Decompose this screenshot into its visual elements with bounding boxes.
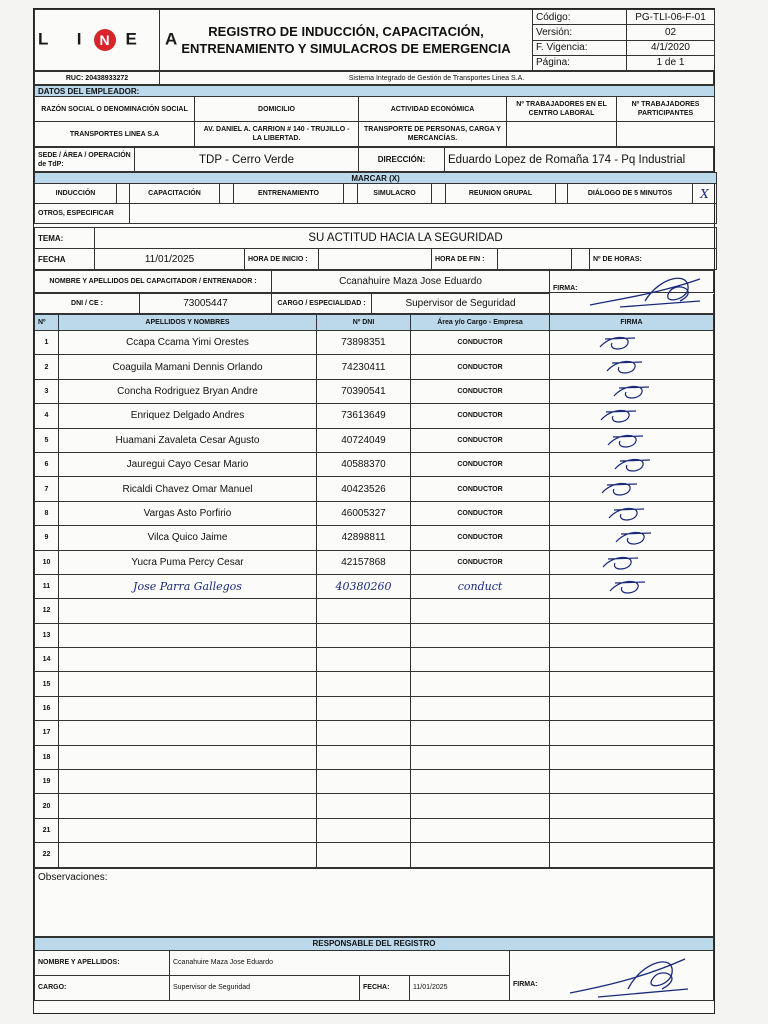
attendee-dni[interactable]: 74230411: [317, 355, 411, 379]
table-row: [35, 599, 714, 623]
attendee-name[interactable]: Jauregui Cayo Cesar Mario: [59, 452, 317, 476]
table-row: [35, 477, 714, 501]
fecha-label: FECHA: [35, 249, 95, 270]
attendee-name[interactable]: [59, 770, 317, 794]
attendee-signature-cell[interactable]: [550, 770, 714, 794]
col-header-num: Nº: [35, 315, 59, 331]
sede-label: SEDE / ÁREA / OPERACIÓN de TdP:: [35, 148, 135, 172]
meta-validity-label: F. Vigencia:: [533, 40, 627, 55]
attendee-signature-cell[interactable]: [550, 745, 714, 769]
employer-section: [34, 85, 715, 147]
dni-label: DNI / CE :: [35, 294, 140, 314]
row-number: 15: [35, 672, 59, 696]
attendee-area[interactable]: [411, 721, 550, 745]
fecha-value[interactable]: 11/01/2025: [95, 249, 245, 270]
attendee-signature-icon: [550, 477, 714, 501]
attendee-dni[interactable]: 73613649: [317, 404, 411, 428]
trainer-signature-cell[interactable]: [550, 271, 714, 293]
attendee-name[interactable]: Vargas Asto Porfirio: [59, 501, 317, 525]
attendee-name[interactable]: [59, 648, 317, 672]
attendee-dni[interactable]: 42157868: [317, 550, 411, 574]
session-details: [34, 227, 717, 270]
attendee-signature-icon: [550, 575, 714, 599]
actividad-value: TRANSPORTE DE PERSONAS, CARGA Y MERCANCÍAS.: [359, 122, 507, 147]
attendee-signature-cell[interactable]: [550, 428, 714, 452]
attendee-area[interactable]: [411, 818, 550, 842]
attendee-dni[interactable]: 40380260: [317, 574, 411, 598]
row-number: 13: [35, 623, 59, 647]
attendee-dni[interactable]: [317, 818, 411, 842]
row-number: 6: [35, 452, 59, 476]
attendees-body: [35, 331, 714, 868]
meta-code-label: Código:: [533, 10, 627, 25]
num-horas-label: Nº DE HORAS:: [590, 249, 717, 270]
trainer-details: [34, 270, 714, 293]
attendee-signature-icon: [550, 502, 714, 526]
attendee-signature-cell[interactable]: [550, 672, 714, 696]
option-induccion: INDUCCIÓN: [35, 184, 117, 204]
attendee-dni[interactable]: [317, 623, 411, 647]
attendee-name[interactable]: [59, 721, 317, 745]
attendee-name[interactable]: [59, 623, 317, 647]
attendee-area[interactable]: [411, 623, 550, 647]
domicilio-value: AV. DANIEL A. CARRION # 140 - TRUJILLO - LA LIBERTAD.: [195, 122, 359, 147]
attendee-area[interactable]: [411, 648, 550, 672]
observations-section: [34, 868, 714, 937]
responsable-section: [34, 937, 714, 1001]
header-actividad: ACTIVIDAD ECONÓMICA: [359, 97, 507, 122]
employer-section-title: DATOS DEL EMPLEADOR:: [35, 86, 715, 97]
attendee-signature-cell[interactable]: [550, 501, 714, 525]
attendee-name[interactable]: [59, 672, 317, 696]
checkbox-simulacro[interactable]: [432, 184, 446, 204]
attendee-name[interactable]: Vilca Quico Jaime: [59, 526, 317, 550]
responsable-nombre-label: NOMBRE Y APELLIDOS:: [35, 950, 170, 975]
attendee-area[interactable]: CONDUCTOR: [411, 379, 550, 403]
attendee-signature-cell[interactable]: [550, 599, 714, 623]
table-row: [35, 672, 714, 696]
table-row: [35, 818, 714, 842]
hora-inicio-value[interactable]: [319, 249, 432, 270]
attendee-signature-icon: [550, 453, 714, 477]
row-number: 11: [35, 574, 59, 598]
meta-version-label: Versión:: [533, 25, 627, 40]
table-row: [35, 696, 714, 720]
table-row: [35, 355, 714, 379]
checkbox-dialogo-5-minutos[interactable]: X: [693, 184, 717, 204]
direccion-label: DIRECCIÓN:: [359, 148, 445, 172]
responsable-cargo-value[interactable]: Supervisor de Seguridad: [170, 975, 360, 1000]
attendee-area[interactable]: [411, 770, 550, 794]
attendee-signature-icon: [550, 526, 714, 550]
attendee-dni[interactable]: 73898351: [317, 331, 411, 355]
capacitador-label: NOMBRE Y APELLIDOS DEL CAPACITADOR / ENTRENADOR :: [35, 271, 272, 293]
table-row: [35, 331, 714, 355]
meta-page-label: Página:: [533, 55, 627, 70]
col-header-dni: Nº DNI: [317, 315, 411, 331]
attendee-signature-icon: [550, 355, 714, 379]
meta-page-value: 1 de 1: [627, 55, 715, 70]
table-row: [35, 721, 714, 745]
attendee-signature-cell[interactable]: [550, 843, 714, 867]
attendee-dni[interactable]: [317, 745, 411, 769]
row-number: 2: [35, 355, 59, 379]
attendees-table: [34, 314, 714, 868]
form-title: REGISTRO DE INDUCCIÓN, CAPACITACIÓN, ENTRENAMIENTO Y SIMULACROS DE EMERGENCIA: [160, 10, 533, 71]
table-row: [35, 843, 714, 867]
attendee-area[interactable]: CONDUCTOR: [411, 452, 550, 476]
header-trabajadores-participantes: Nº TRABAJADORES PARTICIPANTES: [617, 97, 715, 122]
hora-fin-value[interactable]: [498, 249, 572, 270]
tema-value[interactable]: SU ACTITUD HACIA LA SEGURIDAD: [95, 228, 717, 249]
checkbox-capacitacion[interactable]: [220, 184, 234, 204]
meta-code-value: PG-TLI-06-F-01: [627, 10, 715, 25]
attendee-area[interactable]: CONDUCTOR: [411, 428, 550, 452]
table-row: [35, 574, 714, 598]
attendee-name[interactable]: Ccapa Ccama Yimi Orestes: [59, 331, 317, 355]
attendee-name[interactable]: Enriquez Delgado Andres: [59, 404, 317, 428]
attendee-area[interactable]: CONDUCTOR: [411, 331, 550, 355]
activity-type-section: [34, 172, 717, 224]
table-row: [35, 745, 714, 769]
tema-label: TEMA:: [35, 228, 95, 249]
attendee-dni[interactable]: [317, 794, 411, 818]
attendee-name[interactable]: Huamani Zavaleta Cesar Agusto: [59, 428, 317, 452]
attendee-area[interactable]: CONDUCTOR: [411, 501, 550, 525]
attendee-dni[interactable]: 40423526: [317, 477, 411, 501]
meta-validity-value: 4/1/2020: [627, 40, 715, 55]
table-row: [35, 501, 714, 525]
attendee-signature-cell[interactable]: [550, 550, 714, 574]
system-name: Sistema Integrado de Gestión de Transportes Linea S.A.: [160, 72, 714, 85]
attendee-dni[interactable]: [317, 770, 411, 794]
attendee-signature-cell[interactable]: [550, 355, 714, 379]
row-number: 17: [35, 721, 59, 745]
attendee-dni[interactable]: [317, 599, 411, 623]
row-number: 10: [35, 550, 59, 574]
attendee-area[interactable]: CONDUCTOR: [411, 477, 550, 501]
responsable-nombre-value[interactable]: Ccanahuire Maza Jose Eduardo: [170, 950, 510, 975]
trainer-signature-icon: [550, 271, 716, 313]
row-number: 4: [35, 404, 59, 428]
attendee-signature-cell[interactable]: [550, 696, 714, 720]
capacitador-value[interactable]: Ccanahuire Maza Jose Eduardo: [272, 271, 550, 293]
attendee-area[interactable]: conduct: [411, 574, 550, 598]
attendee-name[interactable]: Coaguila Mamani Dennis Orlando: [59, 355, 317, 379]
table-row: [35, 452, 714, 476]
responsable-signature-icon: [510, 951, 720, 1001]
row-number: 7: [35, 477, 59, 501]
attendee-signature-cell[interactable]: [550, 526, 714, 550]
attendee-dni[interactable]: 70390541: [317, 379, 411, 403]
row-number: 9: [35, 526, 59, 550]
responsable-cargo-label: CARGO:: [35, 975, 170, 1000]
meta-version-value: 02: [627, 25, 715, 40]
observaciones-field[interactable]: [35, 868, 714, 936]
table-row: [35, 623, 714, 647]
marcar-title: MARCAR (X): [35, 173, 717, 184]
cargo-label: CARGO / ESPECIALIDAD :: [272, 294, 372, 314]
attendee-name[interactable]: [59, 794, 317, 818]
attendee-dni[interactable]: 42898811: [317, 526, 411, 550]
attendee-name[interactable]: Yucra Puma Percy Cesar: [59, 550, 317, 574]
responsable-signature-cell[interactable]: [510, 950, 714, 1000]
attendee-area[interactable]: [411, 599, 550, 623]
option-reunion-grupal: REUNION GRUPAL: [446, 184, 556, 204]
attendee-signature-cell[interactable]: [550, 818, 714, 842]
option-simulacro: SIMULACRO: [358, 184, 432, 204]
table-row: [35, 404, 714, 428]
table-row: [35, 648, 714, 672]
header-domicilio: DOMICILIO: [195, 97, 359, 122]
attendee-name[interactable]: [59, 696, 317, 720]
responsable-fecha-label: FECHA:: [360, 975, 410, 1000]
hora-inicio-label: HORA DE INICIO :: [245, 249, 319, 270]
attendee-signature-icon: [550, 380, 714, 404]
attendee-dni[interactable]: 40724049: [317, 428, 411, 452]
table-row: [35, 428, 714, 452]
attendee-area[interactable]: CONDUCTOR: [411, 404, 550, 428]
row-number: 22: [35, 843, 59, 867]
row-number: 14: [35, 648, 59, 672]
attendee-area[interactable]: [411, 745, 550, 769]
ruc: RUC: 20438933272: [35, 72, 160, 85]
hora-fin-extra[interactable]: [572, 249, 590, 270]
checkbox-entrenamiento[interactable]: [344, 184, 358, 204]
registration-form: [33, 8, 715, 1014]
attendee-area[interactable]: [411, 843, 550, 867]
trainer-firma-label: FIRMA:: [553, 285, 578, 292]
row-number: 16: [35, 696, 59, 720]
attendee-name[interactable]: [59, 818, 317, 842]
hora-fin-label: HORA DE FIN :: [432, 249, 498, 270]
attendee-signature-cell[interactable]: [550, 452, 714, 476]
attendee-dni[interactable]: 40588370: [317, 452, 411, 476]
table-row: [35, 526, 714, 550]
row-number: 1: [35, 331, 59, 355]
attendee-signature-cell[interactable]: [550, 721, 714, 745]
direccion-value[interactable]: Eduardo Lopez de Romaña 174 - Pq Industrial: [445, 148, 714, 172]
attendee-area[interactable]: [411, 696, 550, 720]
row-number: 18: [35, 745, 59, 769]
trabajadores-centro-value[interactable]: [507, 122, 617, 147]
col-header-area: Área y/o Cargo - Empresa: [411, 315, 550, 331]
table-row: [35, 379, 714, 403]
responsable-firma-label: FIRMA:: [513, 980, 538, 988]
checkbox-reunion-grupal[interactable]: [556, 184, 568, 204]
attendee-name[interactable]: Jose Parra Gallegos: [59, 574, 317, 598]
col-header-name: APELLIDOS Y NOMBRES: [59, 315, 317, 331]
attendee-name[interactable]: [59, 843, 317, 867]
attendee-signature-icon: [550, 404, 714, 428]
attendee-dni[interactable]: [317, 721, 411, 745]
checkbox-induccion[interactable]: [117, 184, 130, 204]
attendee-dni[interactable]: [317, 843, 411, 867]
company-logo: L I N E A: [35, 10, 160, 71]
responsable-fecha-value[interactable]: 11/01/2025: [410, 975, 510, 1000]
attendee-signature-cell[interactable]: [550, 379, 714, 403]
attendee-name[interactable]: Ricaldi Chavez Omar Manuel: [59, 477, 317, 501]
attendee-signature-icon: [550, 551, 714, 575]
attendee-signature-cell[interactable]: [550, 794, 714, 818]
ruc-row: [34, 71, 714, 85]
option-dialogo-5-minutos: DIÁLOGO DE 5 MINUTOS: [568, 184, 693, 204]
row-number: 19: [35, 770, 59, 794]
row-number: 20: [35, 794, 59, 818]
dni-value[interactable]: 73005447: [140, 294, 272, 314]
form-header: [34, 9, 715, 71]
row-number: 8: [35, 501, 59, 525]
otros-value[interactable]: [130, 204, 717, 224]
attendee-signature-icon: [550, 331, 714, 355]
attendee-dni[interactable]: 46005327: [317, 501, 411, 525]
row-number: 12: [35, 599, 59, 623]
attendee-signature-cell[interactable]: [550, 477, 714, 501]
attendee-area[interactable]: CONDUCTOR: [411, 355, 550, 379]
table-row: [35, 794, 714, 818]
option-capacitacion: CAPACITACIÓN: [130, 184, 220, 204]
attendee-name[interactable]: [59, 599, 317, 623]
attendee-signature-cell[interactable]: [550, 623, 714, 647]
sede-value[interactable]: TDP - Cerro Verde: [135, 148, 359, 172]
attendee-area[interactable]: [411, 794, 550, 818]
sede-row: [34, 147, 714, 172]
responsable-title: RESPONSABLE DEL REGISTRO: [35, 937, 714, 950]
otros-label: OTROS, ESPECIFICAR: [35, 204, 130, 224]
attendee-dni[interactable]: [317, 696, 411, 720]
attendee-signature-cell[interactable]: [550, 574, 714, 598]
col-header-firma: FIRMA: [550, 315, 714, 331]
attendee-signature-icon: [550, 429, 714, 453]
row-number: 5: [35, 428, 59, 452]
attendee-signature-cell[interactable]: [550, 648, 714, 672]
attendee-area[interactable]: CONDUCTOR: [411, 550, 550, 574]
razon-social-value: TRANSPORTES LINEA S.A: [35, 122, 195, 147]
attendee-name[interactable]: [59, 745, 317, 769]
cargo-value[interactable]: Supervisor de Seguridad: [372, 294, 550, 314]
attendee-name[interactable]: Concha Rodriguez Bryan Andre: [59, 379, 317, 403]
attendee-signature-cell[interactable]: [550, 404, 714, 428]
row-number: 3: [35, 379, 59, 403]
attendee-dni[interactable]: [317, 648, 411, 672]
header-trabajadores-centro: Nº TRABAJADORES EN EL CENTRO LABORAL: [507, 97, 617, 122]
attendee-dni[interactable]: [317, 672, 411, 696]
header-razon-social: RAZÓN SOCIAL O DENOMINACIÓN SOCIAL: [35, 97, 195, 122]
table-row: [35, 550, 714, 574]
attendee-area[interactable]: CONDUCTOR: [411, 526, 550, 550]
attendee-signature-cell[interactable]: [550, 331, 714, 355]
trabajadores-participantes-value[interactable]: [617, 122, 715, 147]
table-row: [35, 770, 714, 794]
observaciones-label: Observaciones:: [38, 871, 108, 883]
attendee-area[interactable]: [411, 672, 550, 696]
row-number: 21: [35, 818, 59, 842]
option-entrenamiento: ENTRENAMIENTO: [234, 184, 344, 204]
